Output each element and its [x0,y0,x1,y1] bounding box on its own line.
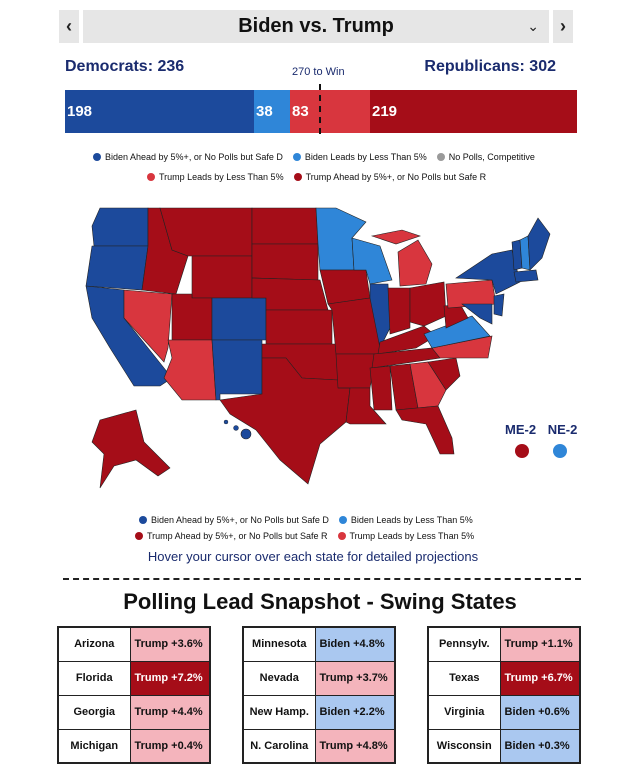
chevron-left-icon: ‹ [66,16,72,36]
district-me2-dot[interactable] [515,444,529,458]
state-name: Wisconsin [428,729,500,763]
table-row [243,729,395,763]
district-labels [505,422,585,437]
state-name: Texas [428,661,500,695]
state-kansas[interactable] [266,310,332,344]
state-name: Arizona [58,627,130,661]
state-new-mexico[interactable] [212,340,262,400]
state-name: Virginia [428,695,500,729]
state-michigan[interactable] [398,240,432,286]
electoral-vote-bar [65,90,577,133]
trump-lean-segment: 83 [290,90,370,133]
trump-safe-segment: 219 [370,90,577,133]
state-utah[interactable] [172,294,212,340]
legend-dot-no-polls [437,153,445,161]
state-indiana[interactable] [388,288,410,334]
republicans-total: Republicans: 302 [424,58,556,75]
state-ohio[interactable] [410,282,446,326]
legend-bottom-row1 [139,515,473,525]
state-hawaii[interactable] [241,429,251,439]
state-arizona[interactable] [164,340,216,400]
section-divider [63,578,581,580]
legend-bottom-dot-trump-lean [338,532,346,540]
swing-table-1 [57,626,211,764]
table-row [428,729,580,763]
state-florida[interactable] [396,406,454,454]
win-threshold-line [319,84,321,134]
state-name: Pennsylv. [428,627,500,661]
state-north-dakota[interactable] [252,208,318,244]
poll-lead: Biden +0.6% [500,695,580,729]
legend-bottom-dot-trump-safe [135,532,143,540]
state-washington[interactable] [92,208,148,246]
table-row [428,695,580,729]
state-colorado[interactable] [212,298,266,340]
district-me2-label: ME-2 [505,422,537,437]
legend-bottom-biden-safe: Biden Ahead by 5%+, or No Polls but Safe D [151,515,329,525]
democrats-total: Democrats: 236 [65,58,185,75]
poll-lead: Trump +4.8% [315,729,395,763]
state-new-jersey[interactable] [494,294,504,316]
poll-lead: Biden +4.8% [315,627,395,661]
state-mississippi[interactable] [370,366,392,410]
state-wyoming[interactable] [192,256,252,298]
legend-bottom-dot-biden-lean [339,516,347,524]
legend-bottom-trump-safe: Trump Ahead by 5%+, or No Polls but Safe R [147,531,328,541]
table-row [243,695,395,729]
state-michigan-up[interactable] [372,230,420,244]
state-name: Michigan [58,729,130,763]
legend-biden-safe: Biden Ahead by 5%+, or No Polls but Safe D [105,152,283,162]
chevron-down-icon: ⌄ [527,18,539,34]
poll-lead: Trump +3.6% [130,627,210,661]
legend-biden-lean: Biden Leads by Less Than 5% [304,152,427,162]
legend-dot-biden-lean [293,153,301,161]
legend-trump-lean: Trump Leads by Less Than 5% [159,172,284,182]
hover-instructions: Hover your cursor over each state for detailed projections [147,549,479,564]
table-row [428,627,580,661]
race-dropdown[interactable] [83,10,549,43]
table-row [58,695,210,729]
legend-top-row1 [93,152,535,162]
legend-bottom-trump-lean: Trump Leads by Less Than 5% [349,531,475,541]
poll-lead: Biden +0.3% [500,729,580,763]
legend-trump-safe: Trump Ahead by 5%+, or No Polls but Safe R [305,172,487,182]
state-name: Georgia [58,695,130,729]
poll-lead: Trump +4.4% [130,695,210,729]
state-massachusetts[interactable] [514,270,538,282]
legend-dot-biden-safe [93,153,101,161]
district-ne2-dot[interactable] [553,444,567,458]
biden-safe-segment: 198 [65,90,254,133]
poll-lead: Trump +0.4% [130,729,210,763]
chevron-right-icon: › [560,16,566,36]
state-south-dakota[interactable] [252,244,318,280]
poll-lead: Biden +2.2% [315,695,395,729]
district-ne2-label: NE-2 [547,422,578,437]
swing-table-2 [242,626,396,764]
legend-bottom-dot-biden-safe [139,516,147,524]
state-montana[interactable] [160,208,252,256]
state-name: New Hamp. [243,695,315,729]
state-name: Florida [58,661,130,695]
table-row [58,627,210,661]
legend-dot-trump-lean [147,173,155,181]
table-row [58,661,210,695]
win-threshold-label: 270 to Win [292,66,345,78]
state-name: Minnesota [243,627,315,661]
race-selector [59,10,573,43]
table-row [243,627,395,661]
state-oregon[interactable] [86,246,148,290]
poll-lead: Trump +1.1% [500,627,580,661]
state-name: Nevada [243,661,315,695]
legend-top-row2 [147,172,486,182]
legend-dot-trump-safe [294,173,302,181]
next-race-button[interactable] [553,10,573,43]
state-maine[interactable] [528,218,550,270]
legend-bottom-biden-lean: Biden Leads by Less Than 5% [350,515,473,525]
race-dropdown-label: Biden vs. Trump [238,15,394,37]
table-row [58,729,210,763]
state-hawaii-island [234,426,239,431]
table-row [243,661,395,695]
legend-no-polls: No Polls, Competitive [448,152,535,162]
state-hawaii-island-small [224,420,228,424]
prev-race-button[interactable] [59,10,79,43]
poll-lead: Trump +7.2% [130,661,210,695]
snapshot-title: Polling Lead Snapshot - Swing States [123,589,517,614]
us-electoral-map [80,198,552,490]
legend-bottom-row2 [135,531,474,541]
biden-lean-segment: 38 [254,90,290,133]
table-row [428,661,580,695]
poll-lead: Trump +3.7% [315,661,395,695]
state-name: N. Carolina [243,729,315,763]
state-alaska[interactable] [92,410,170,488]
poll-lead: Trump +6.7% [500,661,580,695]
swing-table-3 [427,626,581,764]
